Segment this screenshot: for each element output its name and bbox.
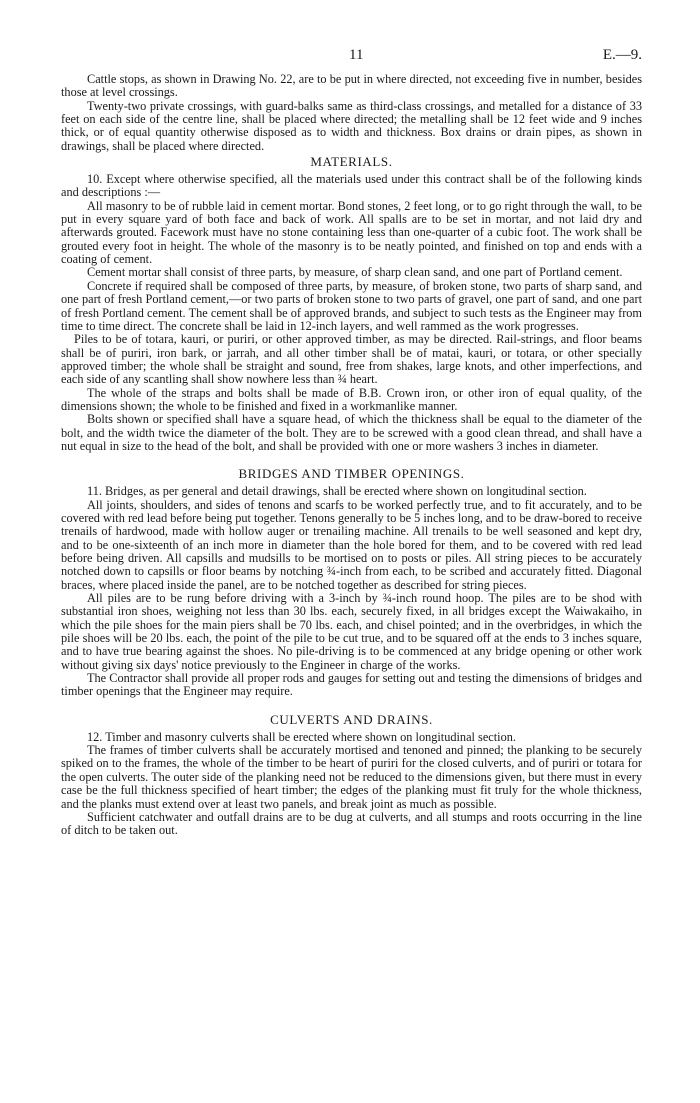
section-heading: BRIDGES AND TIMBER OPENINGS. <box>238 466 465 482</box>
paragraph: The Contractor shall provide all proper rods and gauges for setting out and testing the dimensions of bridges and timber openings that the Engineer may require. <box>61 671 642 699</box>
paragraph: Sufficient catchwater and outfall drains are to be dug at culverts, and all stumps and roots occurring in the line of ditch to be taken out. <box>61 809 642 838</box>
paragraph: All joints, shoulders, and sides of tenons and scarfs to be worked perfectly true, and to fit accurately, and to be covered with red lead before being put together. Tenons generally to be 5 inches long, and to be draw-bored to receive trenails of hardwood, made with hollow auger or trenailing machine. All trenails to be well seasoned and kept dry, and to be one-sixteenth of an inch more in diameter than the hole bored for them, and to be covered with red lead before being driven. All capsills and mudsills to be mortised on to posts or piles. All string pieces to be accurately notched down to capsills or floor beams by notching ¾-inch from each, to be scribed and accurately fitted. Diagonal braces, where placed inside the panel, are to be notched together as described for string pieces. <box>61 497 642 592</box>
paragraph: All piles are to be rung before driving with a 3-inch by ¾-inch round hoop. The piles are to be shod with substantial iron shoes, weighing not less than 30 lbs. each, securely fixed, in all bridges except the Waiwakaiho, in which the pile shoes for the main piers shall be 70 lbs. each, and chisel pointed; and in the overbridges, in which the pile shoes will be 20 lbs. each, the point of the pile to be cut true, and to be squared off at the ends to 3 inches square, and to have true bearing against the shoes. No pile-driving is to be commenced at any bridge opening or other work without giving six days' notice previously to the Engineer in charge of the works. <box>61 591 642 672</box>
paragraph: Cement mortar shall consist of three parts, by measure, of sharp clean sand, and one part of Portland cement. <box>87 265 623 280</box>
paragraph: Bolts shown or specified shall have a square head, of which the thickness shall be equal to the diameter of the bolt, and the width twice the diameter of the bolt. They are to be screwed with a good clean thread, and shall have a nut equal in size to the head of the bolt, and shall be provided with one or more washers 3 inches in diameter. <box>61 412 642 453</box>
paragraph: The frames of timber culverts shall be accurately mortised and tenoned and pinned; the planking to be securely spiked on to the frames, the whole of the timber to be heart of puriri for the closed culverts, and of puriri or totara for the open culverts. The outer side of the planking need not be reduced to the dimensions given, but there must in every case be the full thickness specified of heart timber; the edges of the planking must fit truly for the whole thickness, and the planks must extend over at least two panels, and break joint as much as possible. <box>61 743 642 811</box>
page-header <box>61 47 642 73</box>
document-reference: E.—9. <box>602 47 642 63</box>
paragraph: Piles to be of totara, kauri, or puriri, or other approved timber, as may be directed. Rail-strings, and floor beams shall be of puriri, iron bark, or jarrah, and all other timber shall be of matai, kauri, or totara, or other specially approved timber; the whole shall be straight and sound, free from shakes, large knots, and other imperfections, and each side of any scantling shall show nowhere less than ¾ heart. <box>61 332 642 387</box>
paragraph: 10. Except where otherwise specified, all the materials used under this contract shall be of the following kinds and descriptions :— <box>61 172 642 200</box>
paragraph: Concrete if required shall be composed of three parts, by measure, of broken stone, two parts of sharp sand, and one part of fresh Portland cement,—or two parts of broken stone to two parts of gravel, one part of sand, and one part of fresh Portland cement. The cement shall be of approved brands, and subject to such tests as the Engineer may from time to time direct. The concrete shall be laid in 12-inch layers, and well rammed as the work progresses. <box>61 278 642 333</box>
paragraph: The whole of the straps and bolts shall be made of B.B. Crown iron, or other iron of equal quality, of the dimensions shown; the whole to be finished and fixed in a workmanlike manner. <box>61 385 642 413</box>
section-heading: MATERIALS. <box>310 154 393 170</box>
paragraph: Twenty-two private crossings, with guard-balks same as third-class crossings, and metalled for a distance of 33 feet on each side of the centre line, shall be placed where directed; the metalling shall be 12 feet wide and 9 inches thick, or of equal quantity otherwise disposed as to width and thickness. Box drains or drain pipes, as shown in drawings, shall be placed where directed. <box>61 98 642 153</box>
section-heading: CULVERTS AND DRAINS. <box>270 711 433 727</box>
paragraph: 11. Bridges, as per general and detail drawings, shall be erected where shown on longitudinal section. <box>87 484 587 499</box>
paragraph: All masonry to be of rubble laid in cement mortar. Bond stones, 2 feet long, or to go right through the wall, to be put in every square yard of both face and back of work. All spalls are to be set in mortar, and not laid dry and afterwards grouted. Facework must have no stone containing less than one-quarter of a cubic foot. The work shall be grouted every foot in height. The whole of the masonry is to be neatly pointed, and finished on top and ends with a coating of cement. <box>61 198 642 267</box>
page-number: 11 <box>349 47 364 63</box>
paragraph: Cattle stops, as shown in Drawing No. 22, are to be put in where directed, not exceeding five in number, besides those at level crossings. <box>61 72 642 100</box>
body-text <box>61 73 642 838</box>
paragraph: 12. Timber and masonry culverts shall be erected where shown on longitudinal section. <box>87 729 516 744</box>
